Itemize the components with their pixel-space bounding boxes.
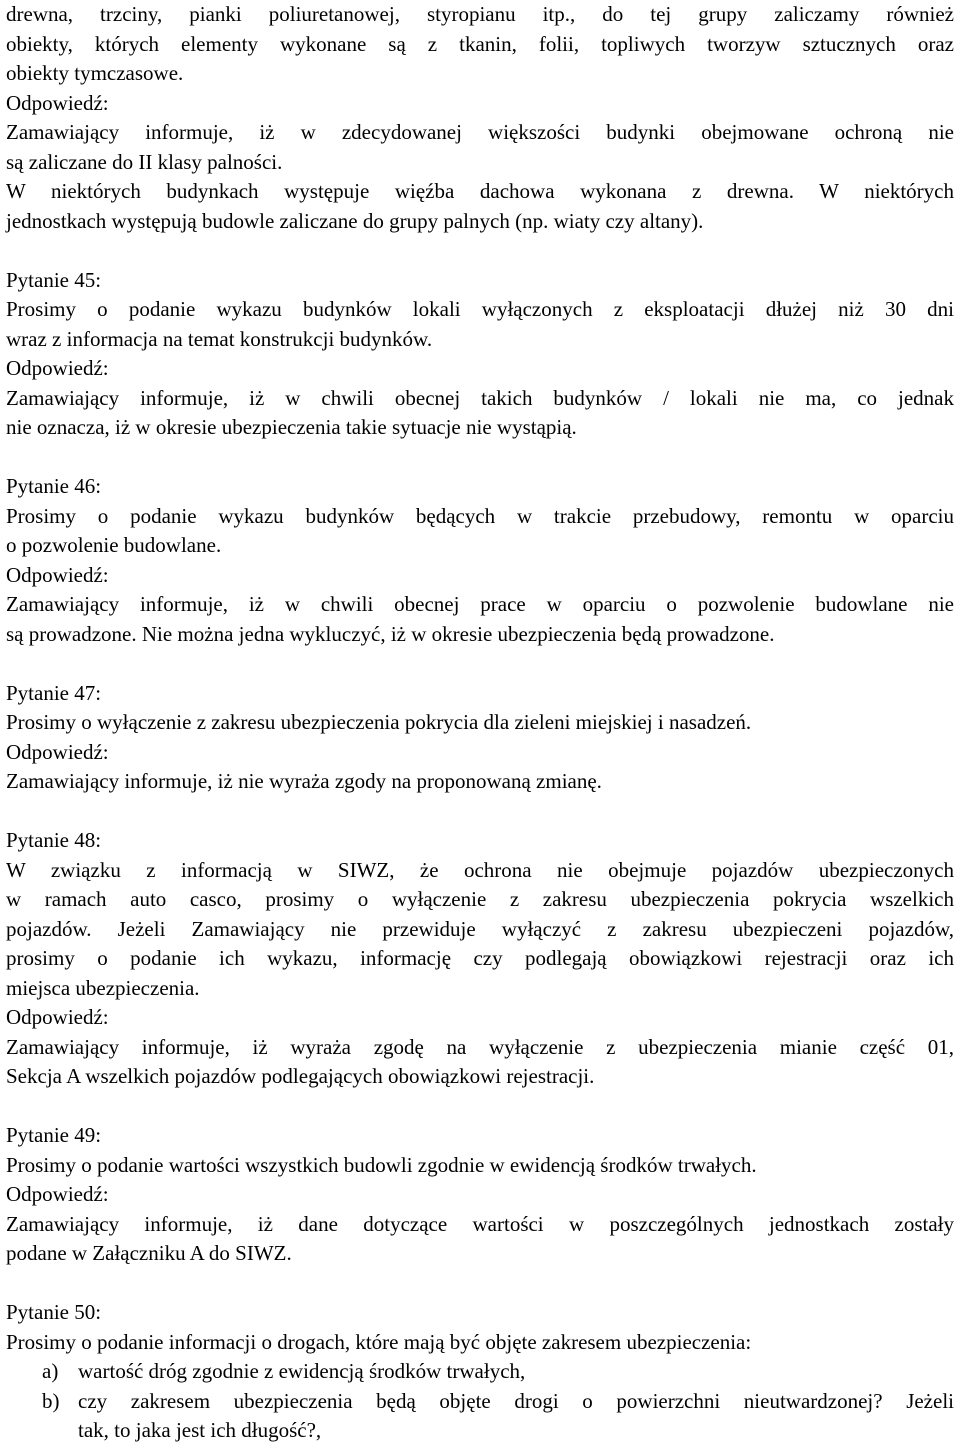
list-item <box>6 1387 954 1417</box>
text-line: Prosimy o podanie wykazu budynków lokali wyłączonych z eksploatacji dłużej niż 30 dni <box>6 297 954 321</box>
text-line: wraz z informacja na temat konstrukcji budynków. <box>6 326 433 351</box>
question-49 <box>6 1121 960 1269</box>
answer-label: Odpowiedź: <box>6 739 109 764</box>
question-48 <box>6 826 960 1092</box>
question-50 <box>6 1298 960 1446</box>
text-line: miejsca ubezpieczenia. <box>6 975 200 1000</box>
list-item-text: czy zakresem ubezpieczenia będą objęte drogi o powierzchni nieutwardzonej? Jeżeli <box>78 1388 954 1413</box>
text-line: Zamawiający informuje, iż w chwili obecnej prace w oparciu o pozwolenie budowlane nie <box>6 592 954 616</box>
question-47 <box>6 679 960 797</box>
list-marker: a) <box>42 1359 59 1383</box>
text-line: W związku z informacją w SIWZ, że ochrona nie obejmuje pojazdów ubezpieczonych <box>6 857 954 882</box>
paragraph-gap <box>6 443 960 473</box>
text-line: Zamawiający informuje, iż w chwili obecnej takich budynków / lokali nie ma, co jednak <box>6 385 954 410</box>
question-label: Pytanie 48: <box>6 828 102 852</box>
paragraph-gap <box>6 797 960 827</box>
text-line: Zamawiający informuje, iż wyraża zgodę na wyłączenie z ubezpieczenia mianie część 01, <box>6 1034 954 1059</box>
text-line: w ramach auto casco, prosimy o wyłączenie z zakresu ubezpieczenia pokrycia wszelkich <box>6 887 954 911</box>
paragraph-gap <box>6 236 960 266</box>
text-line: Zamawiający informuje, iż nie wyraża zgody na proponowaną zmianę. <box>6 769 602 793</box>
list-item-continuation: tak, to jaka jest ich długość?, <box>78 1418 322 1442</box>
list-item <box>6 1357 960 1387</box>
text-line: nie oznacza, iż w okresie ubezpieczenia takie sytuacje nie wystąpią. <box>6 415 577 439</box>
answer-label: Odpowiedź: <box>6 1182 109 1206</box>
text-line: są prowadzone. Nie można jedna wykluczyć, iż w okresie ubezpieczenia będą prowadzone. <box>6 621 775 646</box>
text-line: Prosimy o podanie informacji o drogach, które mają być objęte zakresem ubezpieczenia: <box>6 1329 752 1354</box>
text-line: jednostkach występują budowle zaliczane do grupy palnych (np. wiaty czy altany). <box>6 208 704 233</box>
answer-label: Odpowiedź: <box>6 562 109 587</box>
answer-label: Odpowiedź: <box>6 90 109 115</box>
answer-label: Odpowiedź: <box>6 356 109 380</box>
text-line: Zamawiający informuje, iż w zdecydowanej większości budynki obejmowane ochroną nie <box>6 120 954 144</box>
text-line: obiekty tymczasowe. <box>6 61 184 85</box>
answer-label: Odpowiedź: <box>6 1005 109 1029</box>
list-item-text: wartość dróg zgodnie z ewidencją środków trwałych, <box>78 1359 526 1383</box>
text-line: Prosimy o podanie wykazu budynków będących w trakcie przebudowy, remontu w oparciu <box>6 503 954 528</box>
intro-section <box>6 0 960 236</box>
text-line: o pozwolenie budowlane. <box>6 533 222 557</box>
paragraph-gap <box>6 649 960 679</box>
question-label: Pytanie 46: <box>6 474 102 498</box>
question-label: Pytanie 45: <box>6 267 102 292</box>
text-line: Sekcja A wszelkich pojazdów podlegających obowiązkowi rejestracji. <box>6 1064 595 1088</box>
text-line: obiekty, których elementy wykonane są z tkanin, folii, topliwych tworzyw sztucznych oraz <box>6 31 954 56</box>
question-label: Pytanie 50: <box>6 1300 102 1324</box>
question-label: Pytanie 47: <box>6 680 102 705</box>
text-line: prosimy o podanie ich wykazu, informację czy podlegają obowiązkowi rejestracji oraz ich <box>6 946 954 970</box>
question-46 <box>6 472 960 649</box>
text-line: Prosimy o podanie wartości wszystkich budowli zgodnie w ewidencją środków trwałych. <box>6 1152 757 1177</box>
text-line: Zamawiający informuje, iż dane dotyczące wartości w poszczególnych jednostkach zostały <box>6 1211 954 1236</box>
question-45 <box>6 266 960 443</box>
text-line: są zaliczane do II klasy palności. <box>6 149 283 174</box>
list-marker: b) <box>42 1388 60 1413</box>
paragraph-gap <box>6 1092 960 1122</box>
text-line: Prosimy o wyłączenie z zakresu ubezpieczenia pokrycia dla zieleni miejskiej i nasadzeń. <box>6 710 752 734</box>
text-line: pojazdów. Jeżeli Zamawiający nie przewiduje wyłączyć z zakresu ubezpieczeni pojazdów, <box>6 916 954 941</box>
text-line: drewna, trzciny, pianki poliuretanowej, styropianu itp., do tej grupy zaliczamy również <box>6 2 954 26</box>
text-line: podane w Załączniku A do SIWZ. <box>6 1241 292 1265</box>
text-line: W niektórych budynkach występuje więźba dachowa wykonana z drewna. W niektórych <box>6 179 954 203</box>
question-label: Pytanie 49: <box>6 1123 102 1147</box>
paragraph-gap <box>6 1269 960 1299</box>
